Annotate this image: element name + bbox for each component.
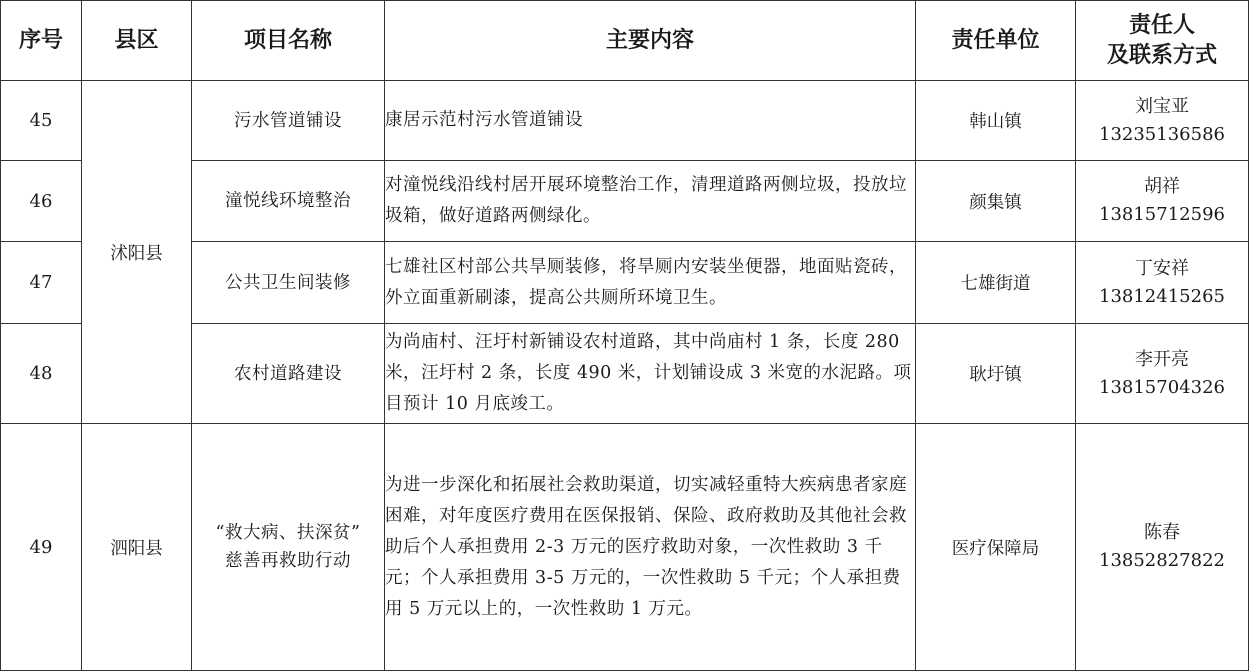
- contact-person: 丁安祥: [1135, 257, 1189, 279]
- contact-person: 刘宝亚: [1135, 95, 1189, 117]
- cell-county: 泗阳县: [82, 424, 192, 671]
- contact-phone: 13852827822: [1099, 550, 1225, 571]
- cell-unit: 七雄街道: [916, 242, 1076, 324]
- cell-content: 为进一步深化和拓展社会救助渠道，切实减轻重特大疾病患者家庭困难，对年度医疗费用在医保报销、保险、政府救助及其他社会救助后个人承担费用 2-3 万元的医疗救助对象，一次性救助 3 千元；个人承担费用 3-5 万元的，一次性救助 5 千元；个人承担费用 5 万元以上的，一次性救助 1 万元。: [385, 424, 916, 671]
- table-row: [1, 81, 1249, 161]
- header-project: 项目名称: [192, 1, 385, 81]
- contact-phone: 13812415265: [1099, 285, 1225, 307]
- cell-contact: [1076, 242, 1249, 324]
- cell-seq: 49: [1, 424, 82, 671]
- project-line2: 慈善再救助行动: [225, 551, 351, 571]
- header-unit: 责任单位: [916, 1, 1076, 81]
- cell-seq: 46: [1, 161, 82, 242]
- cell-contact: [1076, 161, 1249, 242]
- cell-content: 为尚庙村、汪圩村新铺设农村道路，其中尚庙村 1 条，长度 280 米，汪圩村 2 条，长度 490 米，计划铺设成 3 米宽的水泥路。项目预计 10 月底竣工。: [385, 324, 916, 424]
- cell-project: 农村道路建设: [192, 324, 385, 424]
- cell-project: 公共卫生间装修: [192, 242, 385, 324]
- cell-contact: [1076, 424, 1249, 671]
- cell-contact: [1076, 81, 1249, 161]
- cell-contact: [1076, 324, 1249, 424]
- contact-person: 陈春: [1144, 522, 1180, 543]
- cell-unit: 耿圩镇: [916, 324, 1076, 424]
- header-county: 县区: [82, 1, 192, 81]
- contact-phone: 13815712596: [1099, 204, 1225, 225]
- cell-seq: 45: [1, 81, 82, 161]
- header-seq: 序号: [1, 1, 82, 81]
- contact-person: 胡祥: [1144, 176, 1180, 197]
- cell-content: 对潼悦线沿线村居开展环境整治工作，清理道路两侧垃圾，投放垃圾箱，做好道路两侧绿化。: [385, 161, 916, 242]
- cell-seq: 48: [1, 324, 82, 424]
- table-row: [1, 424, 1249, 671]
- project-line1: “救大病、扶深贫”: [215, 523, 361, 543]
- cell-project: 污水管道铺设: [192, 81, 385, 161]
- header-person-line1: 责任人: [1128, 12, 1195, 38]
- header-row: [1, 1, 1249, 81]
- cell-content: 康居示范村污水管道铺设: [385, 81, 916, 161]
- contact-person: 李开亮: [1135, 348, 1189, 370]
- header-content: 主要内容: [385, 1, 916, 81]
- cell-county-merged: 沭阳县: [82, 81, 192, 424]
- cell-unit: 颜集镇: [916, 161, 1076, 242]
- cell-project: 潼悦线环境整治: [192, 161, 385, 242]
- contact-phone: 13235136586: [1099, 123, 1225, 145]
- cell-content: 七雄社区村部公共旱厕装修，将旱厕内安装坐便器，地面贴瓷砖，外立面重新刷漆，提高公共厕所环境卫生。: [385, 242, 916, 324]
- contact-phone: 13815704326: [1099, 376, 1225, 398]
- header-person: [1076, 1, 1249, 81]
- header-person-line2: 及联系方式: [1106, 42, 1217, 68]
- cell-project: [192, 424, 385, 671]
- cell-unit: 韩山镇: [916, 81, 1076, 161]
- cell-seq: 47: [1, 242, 82, 324]
- cell-unit: 医疗保障局: [916, 424, 1076, 671]
